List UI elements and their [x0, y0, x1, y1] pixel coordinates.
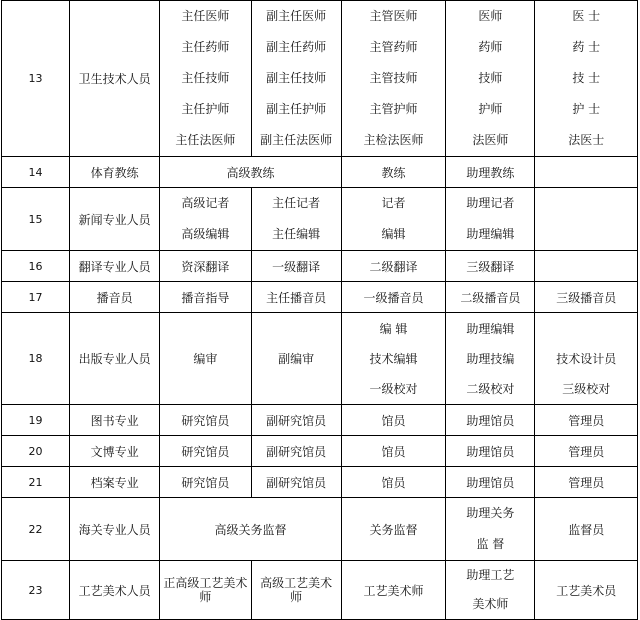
title-text: 副主任护师 [266, 102, 327, 116]
title-cell: 助理教练 [446, 157, 535, 188]
title-cell: 助理馆员 [446, 405, 535, 436]
title-text: 主任医师 [181, 9, 230, 23]
title-cell [341, 313, 445, 405]
title-cell: 主任播音员 [251, 282, 341, 313]
title-text: 美术师 [472, 597, 509, 611]
title-cell: 编审 [160, 313, 251, 405]
title-cell [341, 188, 445, 251]
title-text: 编辑 [381, 227, 406, 241]
title-cell [251, 188, 341, 251]
title-text: 药 士 [572, 40, 601, 54]
title-text: 主管医师 [369, 9, 418, 23]
table-row [2, 436, 638, 467]
row-number: 18 [2, 313, 70, 405]
title-cell: 副研究馆员 [251, 467, 341, 498]
title-text: 监 督 [476, 537, 505, 551]
table-row [2, 282, 638, 313]
title-text: 主任药师 [181, 40, 230, 54]
title-cell: 副研究馆员 [251, 405, 341, 436]
title-text: 副主任医师 [266, 9, 327, 23]
title-table [1, 0, 638, 620]
category-cell: 档案专业 [69, 467, 159, 498]
title-cell: 研究馆员 [160, 405, 251, 436]
title-cell [535, 313, 638, 405]
title-cell [341, 1, 445, 157]
title-cell [535, 251, 638, 282]
title-cell: 高级教练 [160, 157, 342, 188]
title-text: 主检法医师 [363, 133, 424, 147]
title-text: 法医师 [472, 133, 509, 147]
title-text: 三级校对 [562, 381, 611, 396]
title-cell [251, 1, 341, 157]
title-text: 高级编辑 [181, 227, 230, 241]
title-cell: 助理馆员 [446, 436, 535, 467]
title-text: 编 辑 [379, 321, 408, 336]
category-cell: 翻译专业人员 [69, 251, 159, 282]
title-text: 医 士 [572, 9, 601, 23]
title-cell [160, 1, 251, 157]
title-cell: 研究馆员 [160, 436, 251, 467]
title-text: 主管护师 [369, 102, 418, 116]
title-text: 副主任药师 [266, 40, 327, 54]
table-row [2, 561, 638, 620]
title-cell [535, 157, 638, 188]
title-text: 助理关务 [466, 506, 515, 520]
title-cell [251, 561, 341, 620]
title-text: 高级记者 [181, 196, 230, 210]
title-cell: 研究馆员 [160, 467, 251, 498]
title-text: 一级校对 [369, 381, 418, 396]
title-cell: 馆员 [341, 405, 445, 436]
title-cell [446, 498, 535, 561]
title-text: 副主任技师 [266, 71, 327, 85]
title-cell: 高级关务监督 [160, 498, 342, 561]
title-cell: 工艺美术员 [535, 561, 638, 620]
title-text: 主任技师 [181, 71, 230, 85]
title-cell: 三级播音员 [535, 282, 638, 313]
row-number: 23 [2, 561, 70, 620]
title-text: 技师 [478, 71, 503, 85]
row-number: 22 [2, 498, 70, 561]
title-cell: 三级翻译 [446, 251, 535, 282]
title-cell: 二级播音员 [446, 282, 535, 313]
title-cell: 管理员 [535, 467, 638, 498]
title-cell [446, 1, 535, 157]
table-row [2, 188, 638, 251]
table-row [2, 313, 638, 405]
title-text: 主任记者 [272, 196, 321, 210]
title-cell: 监督员 [535, 498, 638, 561]
title-text: 助理工艺 [466, 568, 515, 582]
title-text: 助理编辑 [466, 321, 515, 336]
row-number: 20 [2, 436, 70, 467]
title-text: 技 士 [572, 71, 601, 85]
title-text: 药师 [478, 40, 503, 54]
category-cell: 新闻专业人员 [69, 188, 159, 251]
title-cell: 馆员 [341, 467, 445, 498]
table-row [2, 498, 638, 561]
title-text: 主任法医师 [175, 133, 236, 147]
table-row [2, 405, 638, 436]
table-row [2, 1, 638, 157]
title-text: 师 [199, 590, 212, 604]
title-text: 高级工艺美术 [260, 576, 333, 590]
table-row [2, 157, 638, 188]
title-text [535, 314, 637, 344]
title-text: 二级校对 [466, 381, 515, 396]
title-cell: 副编审 [251, 313, 341, 405]
row-number: 13 [2, 1, 70, 157]
row-number: 19 [2, 405, 70, 436]
category-cell: 体育教练 [69, 157, 159, 188]
category-cell: 播音员 [69, 282, 159, 313]
title-cell: 助理馆员 [446, 467, 535, 498]
title-text: 主管技师 [369, 71, 418, 85]
row-number: 14 [2, 157, 70, 188]
category-cell: 文博专业 [69, 436, 159, 467]
title-cell [535, 1, 638, 157]
title-text: 正高级工艺美术 [163, 576, 248, 590]
title-cell: 关务监督 [341, 498, 445, 561]
table-row [2, 467, 638, 498]
row-number: 21 [2, 467, 70, 498]
title-cell [160, 188, 251, 251]
title-text: 主管药师 [369, 40, 418, 54]
title-cell: 播音指导 [160, 282, 251, 313]
category-cell: 海关专业人员 [69, 498, 159, 561]
title-text: 助理记者 [466, 196, 515, 210]
title-cell: 馆员 [341, 436, 445, 467]
title-cell: 管理员 [535, 405, 638, 436]
title-cell: 资深翻译 [160, 251, 251, 282]
title-cell: 工艺美术师 [341, 561, 445, 620]
row-number: 17 [2, 282, 70, 313]
title-cell [446, 561, 535, 620]
title-cell: 一级翻译 [251, 251, 341, 282]
category-cell: 出版专业人员 [69, 313, 159, 405]
title-cell: 教练 [341, 157, 445, 188]
title-text: 护 士 [572, 102, 601, 116]
title-text: 记者 [381, 196, 406, 210]
category-cell: 工艺美术人员 [69, 561, 159, 620]
category-cell: 卫生技术人员 [69, 1, 159, 157]
title-cell: 副研究馆员 [251, 436, 341, 467]
table-row [2, 251, 638, 282]
title-text: 副主任法医师 [260, 133, 333, 147]
title-text: 主任编辑 [272, 227, 321, 241]
title-cell [535, 188, 638, 251]
title-text: 师 [290, 590, 303, 604]
title-text: 助理编辑 [466, 227, 515, 241]
title-cell [446, 313, 535, 405]
title-text: 医师 [478, 9, 503, 23]
title-text: 护师 [478, 102, 503, 116]
title-text: 技术设计员 [556, 351, 617, 366]
title-text: 技术编辑 [369, 351, 418, 366]
title-cell [160, 561, 251, 620]
title-cell [446, 188, 535, 251]
title-text: 法医士 [568, 133, 605, 147]
title-text: 主任护师 [181, 102, 230, 116]
row-number: 15 [2, 188, 70, 251]
category-cell: 图书专业 [69, 405, 159, 436]
title-cell: 一级播音员 [341, 282, 445, 313]
row-number: 16 [2, 251, 70, 282]
title-cell: 管理员 [535, 436, 638, 467]
title-cell: 二级翻译 [341, 251, 445, 282]
title-text: 助理技编 [466, 351, 515, 366]
